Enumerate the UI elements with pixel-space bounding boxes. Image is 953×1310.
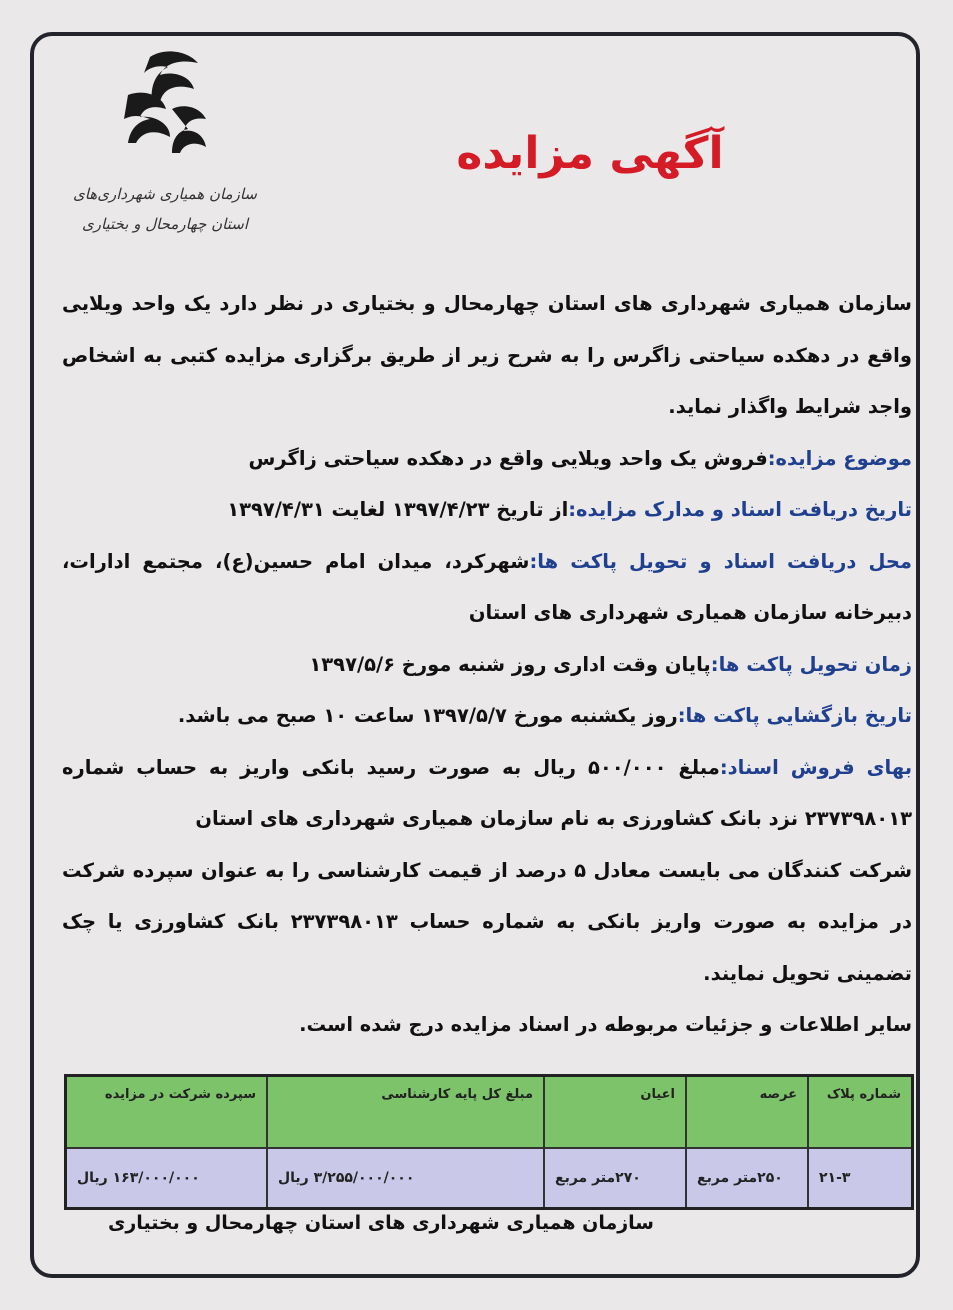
opening-date-value: روز یکشنبه مورخ ۱۳۹۷/۵/۷ ساعت ۱۰ صبح می باشد. [177,704,678,727]
delivery-time-value: پایان وقت اداری روز شنبه مورخ ۱۳۹۷/۵/۶ [309,652,711,676]
cell-land: ۲۵۰متر مربع [686,1148,808,1209]
price-label: بهای فروش اسناد: [719,755,913,779]
header-base-price: مبلغ کل پایه کارشناسی [267,1076,544,1149]
delivery-time-line [62,639,912,691]
subject-label: موضوع مزایده: [767,446,912,470]
logo-emblem-icon [110,45,220,165]
table-header-row [66,1076,913,1149]
opening-date-label: تاریخ بازگشایی پاکت ها: [677,704,912,727]
cell-base-price: ۳/۲۵۵/۰۰۰/۰۰۰ ریال [267,1148,544,1209]
notice-headline: آگهی مزایده [456,128,724,179]
place-line [62,536,912,639]
notice-body [62,278,912,1051]
header-deposit: سپرده شرکت در مزایده [66,1076,268,1149]
organization-logo [70,45,260,255]
place-value: شهرکرد، میدان امام حسین(ع)، مجتمع ادارات، دبیرخانه سازمان همیاری شهرداری های استان [62,549,912,624]
logo-text-line1: سازمان همیاری شهرداری‌های [72,185,257,203]
receipt-date-value: از تاریخ ۱۳۹۷/۴/۲۳ لغایت ۱۳۹۷/۴/۳۱ [227,498,569,521]
cell-deposit: ۱۶۳/۰۰۰/۰۰۰ ریال [66,1148,268,1209]
intro-paragraph: سازمان همیاری شهرداری های استان چهارمحال و بختیاری در نظر دارد یک واحد ویلایی واقع در دهکده سیاحتی زاگرس را به شرح زیر از طریق برگزاری مزایده کتبی به اشخاص واجد شرایط واگذار نماید. [62,292,912,418]
table-row [66,1148,913,1209]
place-label: محل دریافت اسناد و تحویل پاکت ها: [529,549,913,573]
receipt-date-label: تاریخ دریافت اسناد و مدارک مزایده: [568,498,912,521]
logo-text-line2: استان چهارمحال و بختیاری [81,215,249,233]
header-plate: شماره پلاک [808,1076,913,1149]
price-line [62,742,912,845]
delivery-time-label: زمان تحویل پاکت ها: [710,652,912,676]
other-info-line: سایر اطلاعات و جزئیات مربوطه در اسناد مزایده درج شده است. [299,1013,912,1036]
subject-value: فروش یک واحد ویلایی واقع در دهکده سیاحتی زاگرس [248,446,768,470]
footer-signature: سازمان همیاری شهرداری های استان چهارمحال و بختیاری [107,1212,654,1234]
price-value: مبلغ ۵۰۰/۰۰۰ ریال به صورت رسید بانکی واریز به حساب شماره ۲۳۷۳۹۸۰۱۳ نزد بانک کشاورزی به نام سازمان همیاری شهرداری های استان [62,755,912,830]
header-land: عرصه [686,1076,808,1149]
header-building: اعیان [544,1076,686,1149]
opening-date-line [62,690,912,742]
cell-plate: ۲۱-۳ [808,1148,913,1209]
subject-line [62,433,912,485]
deposit-paragraph: شرکت کنندگان می بایست معادل ۵ درصد از قیمت کارشناسی را به عنوان سپرده شرکت در مزایده به صورت واریز بانکی به شماره حساب ۲۳۷۳۹۸۰۱۳ بانک کشاورزی یا چک تضمینی تحویل نمایند. [62,858,912,985]
property-table [64,1074,914,1210]
cell-building: ۲۷۰متر مربع [544,1148,686,1209]
receipt-date-line [62,484,912,536]
